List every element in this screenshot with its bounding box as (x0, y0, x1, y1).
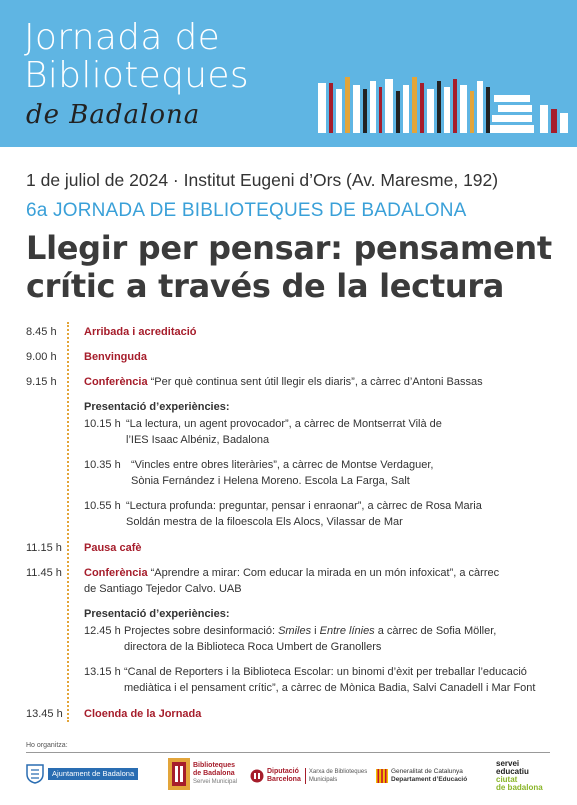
event-subtitle: 6a JORNADA DE BIBLIOTEQUES DE BADALONA (26, 200, 467, 221)
pres-5-line2: mediàtica i el pensament crític”, a càrrec de Mònica Badia, Salvi Canadell i Mar Font (124, 682, 536, 694)
bib-line2: de Badalona (193, 770, 235, 777)
dip-line1: Diputació (267, 768, 299, 775)
pres-1-line2: l’IES Isaac Albéniz, Badalona (126, 434, 270, 446)
page-title-line1: Llegir per pensar: pensament (26, 229, 552, 267)
diputacio-logo-icon (250, 769, 264, 783)
time-1: 8.45 h (26, 326, 57, 338)
event-5-text: “Aprendre a mirar: Com educar la mirada en un món infoxicat”, a càrrec (147, 567, 500, 579)
pres-5-line1: “Canal de Reporters i la Biblioteca Escolar: un binomi d’èxit per treballar l’educació (124, 666, 527, 678)
event-1: Arribada i acreditació (84, 326, 197, 338)
presentations-heading-1: Presentació d’experiències: (84, 401, 230, 413)
pres-4-entre-linies: Entre línies (319, 625, 375, 637)
pres-3-time: 10.55 h (84, 500, 121, 512)
pres-5-time: 13.15 h (84, 666, 121, 678)
pres-3-line2: Soldán mestra de la filoescola Els Alocs, Vilassar de Mar (126, 516, 403, 528)
event-2: Benvinguda (84, 351, 147, 363)
logo-diputacio (250, 768, 367, 784)
event-6: Cloenda de la Jornada (84, 708, 202, 720)
timeline-divider (67, 322, 69, 722)
se-line4: de badalona (496, 783, 543, 792)
dip-line3: Xarxa de Biblioteques (308, 769, 368, 775)
se-line2: educatiu (496, 767, 529, 776)
pres-2-time: 10.35 h (84, 459, 121, 471)
se-line1: servei (496, 759, 520, 768)
gen-line2: Departament d’Educació (391, 776, 468, 783)
event-5 (84, 565, 499, 581)
pres-4-a: Projectes sobre desinformació: (124, 625, 279, 637)
page-title (26, 229, 552, 305)
pres-4-line1 (124, 623, 496, 639)
pres-2-line2: Sònia Fernández i Helena Moreno. Escola La Farga, Salt (131, 475, 410, 487)
se-line3: ciutat (496, 775, 518, 784)
pres-4-line2: directora de la Biblioteca Roca Umbert de Granollers (124, 641, 382, 653)
books-illustration-icon (318, 75, 568, 133)
generalitat-logo-icon (376, 769, 388, 783)
library-logo-icon (168, 758, 190, 790)
time-5: 11.45 h (26, 567, 62, 579)
header-script: de Badalona (26, 100, 201, 130)
event-5-label: Conferència (84, 567, 148, 579)
presentations-heading-2: Presentació d’experiències: (84, 608, 230, 620)
pres-1-line1: “La lectura, un agent provocador”, a càrrec de Montserrat Vilà de (126, 418, 442, 430)
pres-4-c: a càrrec de Sofia Möller, (374, 625, 497, 637)
pres-4-time: 12.45 h (84, 625, 121, 637)
dip-line4: Municipals (308, 777, 338, 783)
event-4: Pausa cafè (84, 542, 142, 554)
bib-line1: Biblioteques (193, 762, 236, 769)
page-title-line2: crític a través de la lectura (26, 267, 505, 305)
pres-4-smiles: Smiles (278, 625, 312, 637)
pres-4-b: i (311, 625, 320, 637)
event-5-line2: de Santiago Tejedor Calvo. UAB (84, 583, 242, 595)
footer-divider (26, 752, 550, 753)
logo-biblioteques (168, 758, 237, 790)
time-3: 9.15 h (26, 376, 57, 388)
time-6: 13.45 h (26, 708, 63, 720)
bib-line3: Servei Municipal (193, 779, 238, 785)
event-3-label: Conferència (84, 376, 148, 388)
logo-servei-educatiu (496, 760, 543, 792)
dip-line2: Barcelona (267, 776, 301, 783)
badalona-shield-icon (26, 764, 44, 784)
event-3-text: “Per què continua sent útil llegir els diaris”, a càrrec d’Antoni Bassas (147, 376, 483, 388)
date-place: 1 de juliol de 2024 · Institut Eugeni d’Ors (Av. Maresme, 192) (26, 170, 499, 190)
organizer-label: Ho organitza: (26, 742, 68, 749)
pres-2-line1: “Vincles entre obres literàries”, a càrrec de Montse Verdaguer, (131, 459, 434, 471)
header-banner (0, 0, 577, 147)
ajuntament-name: Ajuntament de Badalona (48, 768, 138, 780)
time-2: 9.00 h (26, 351, 57, 363)
gen-line1: Generalitat de Catalunya (391, 768, 463, 775)
logo-generalitat (376, 768, 467, 784)
event-3 (84, 374, 483, 390)
header-title-line2: Biblioteques (24, 55, 249, 96)
time-4: 11.15 h (26, 542, 62, 554)
pres-1-time: 10.15 h (84, 418, 121, 430)
header-title-line1: Jornada de (24, 17, 221, 58)
pres-3-line1: “Lectura profunda: preguntar, pensar i enraonar”, a càrrec de Rosa Maria (126, 500, 482, 512)
logo-ajuntament (26, 764, 138, 784)
